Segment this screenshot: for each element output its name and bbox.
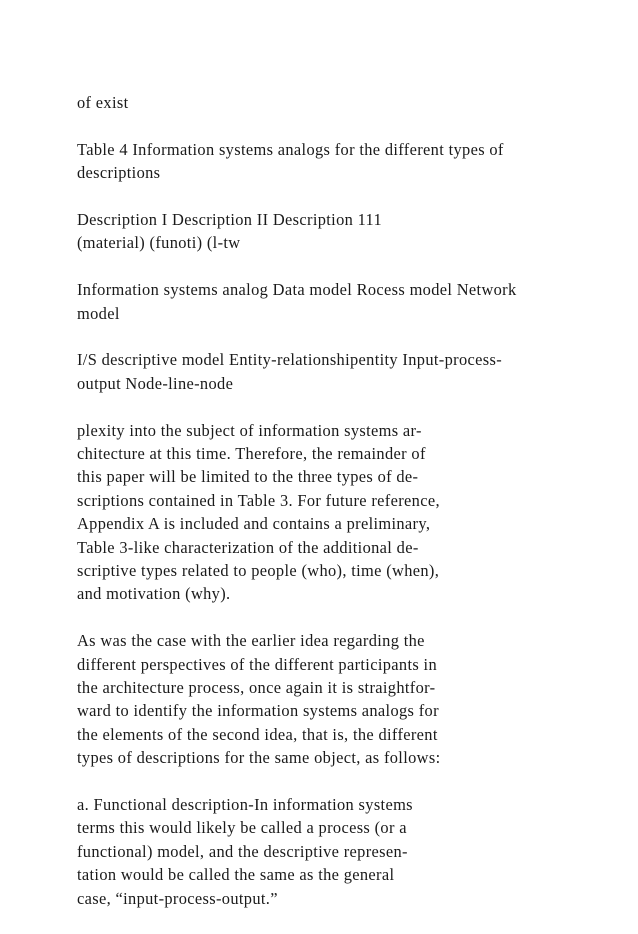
text-line: Table 3-like characterization of the additional de- [77, 537, 419, 557]
text-line: chitecture at this time. Therefore, the remainder of [77, 444, 426, 464]
text-line: I/S descriptive model Entity-relationshipentity Input-process- [77, 350, 502, 370]
text-line: ward to identify the information systems analogs for [77, 701, 439, 721]
text-line: the elements of the second idea, that is, the different [77, 724, 438, 744]
text-line: output Node-line-node [77, 373, 234, 393]
text-line: Appendix A is included and contains a preliminary, [77, 514, 431, 534]
text-line: terms this would likely be called a process (or a [77, 818, 407, 838]
text-line: model [77, 303, 120, 323]
text-line: of exist [77, 93, 129, 112]
text-line: Table 4 Information systems analogs for the different types of [77, 139, 504, 159]
table-row-analog [77, 278, 617, 325]
text-line: tation would be called the same as the general [77, 865, 395, 885]
text-line: case, “input-process-output.” [77, 888, 278, 908]
text-line: this paper will be limited to the three types of de- [77, 467, 419, 487]
text-line: functional) model, and the descriptive represen- [77, 841, 408, 861]
text-line: plexity into the subject of information systems ar- [77, 420, 422, 440]
text-line: different perspectives of the different participants in [77, 654, 437, 674]
text-line: (material) (funoti) (l-tw [77, 233, 241, 253]
table-caption [77, 138, 617, 185]
paragraph-analogs [77, 629, 617, 769]
text-line: and motivation (why). [77, 584, 231, 604]
text-line: Information systems analog Data model Rocess model Network [77, 280, 517, 300]
text-line: a. Functional description-In information systems [77, 795, 413, 815]
text-line: types of descriptions for the same object, as follows: [77, 748, 441, 768]
text-line: scriptive types related to people (who), time (when), [77, 561, 440, 581]
text-line: the architecture process, once again it is straightfor- [77, 678, 436, 698]
text-line: descriptions [77, 163, 161, 183]
paragraph-complexity [77, 419, 617, 606]
paragraph-of-exist [77, 91, 617, 114]
text-line: As was the case with the earlier idea regarding the [77, 631, 425, 651]
text-line: Description I Description II Description 111 [77, 210, 383, 229]
table-row-descriptive-model [77, 348, 617, 395]
document-body [77, 91, 617, 934]
table-header-row [77, 208, 617, 255]
paragraph-functional-description [77, 793, 617, 910]
text-line: scriptions contained in Table 3. For future reference, [77, 490, 440, 510]
